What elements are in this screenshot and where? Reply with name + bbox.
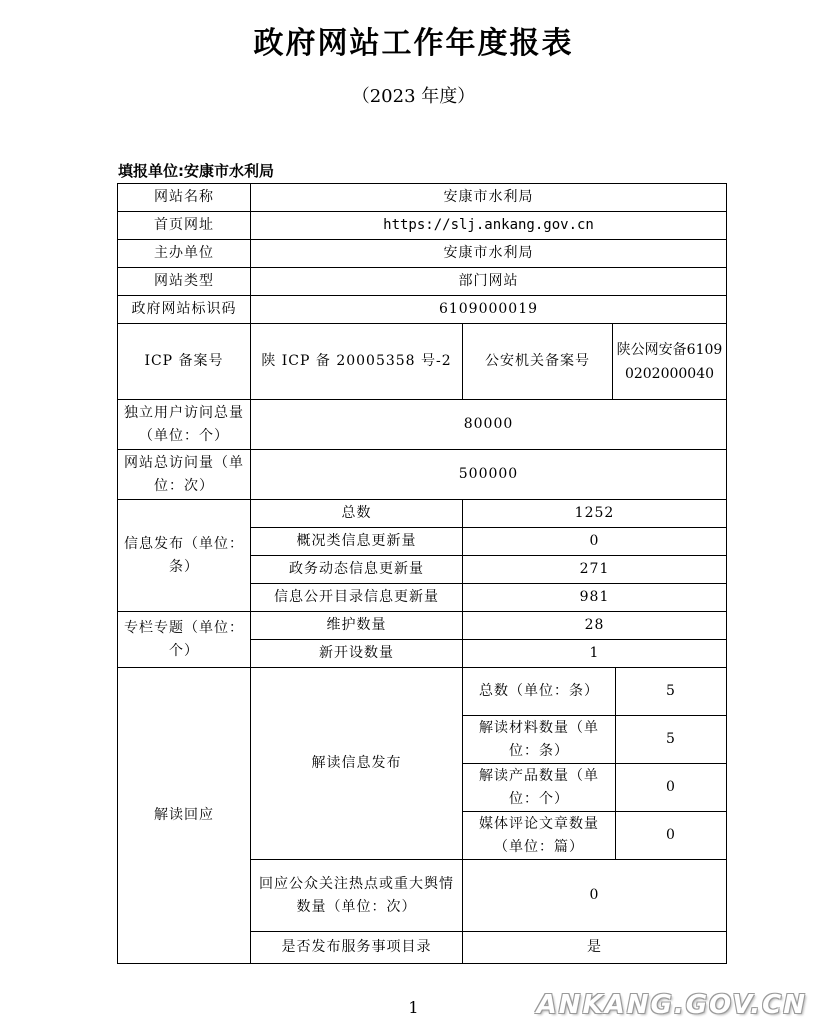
filing-unit: 填报单位:安康市水利局 [118,162,274,180]
icp-label: ICP 备案号 [118,324,251,400]
info-item-value: 0 [463,528,727,556]
info-item-value: 271 [463,556,727,584]
table-row [118,324,727,400]
homepage-label: 首页网址 [118,212,251,240]
table-row [118,268,727,296]
site-id-value: 6109000019 [251,296,727,324]
info-item-label: 概况类信息更新量 [251,528,463,556]
site-id-label: 政府网站标识码 [118,296,251,324]
column-item-label: 新开设数量 [251,640,463,668]
table-row [118,296,727,324]
icp-value: 陕 ICP 备 20005358 号-2 [251,324,463,400]
pv-value: 500000 [251,450,727,500]
table-row [118,240,727,268]
uv-label: 独立用户访问总量（单位：个） [118,400,251,450]
table-row [118,400,727,450]
homepage-url[interactable]: https://slj.ankang.gov.cn [251,212,727,240]
site-watermark: ANKANG.GOV.CN [536,990,807,1020]
column-topic-label: 专栏专题（单位：个） [118,612,251,668]
site-type-label: 网站类型 [118,268,251,296]
interpret-item-value: 0 [616,812,727,860]
report-table [117,183,727,964]
response-value: 0 [463,860,727,932]
report-title: 政府网站工作年度报表 [253,26,574,61]
report-year: （2023 年度） [351,86,476,107]
uv-value: 80000 [251,400,727,450]
response-label: 回应公众关注热点或重大舆情数量（单位：次） [251,860,463,932]
interpret-item-value: 5 [616,716,727,764]
column-item-value: 1 [463,640,727,668]
table-row [118,668,727,716]
page-number: 1 [408,998,419,1017]
site-type-value: 部门网站 [251,268,727,296]
info-item-label: 政务动态信息更新量 [251,556,463,584]
table-row [118,212,727,240]
table-row [118,184,727,212]
host-label: 主办单位 [118,240,251,268]
interpret-item-label: 解读材料数量（单位：条） [463,716,616,764]
pv-label: 网站总访问量（单位：次） [118,450,251,500]
interpret-item-label: 媒体评论文章数量（单位：篇） [463,812,616,860]
police-record-label: 公安机关备案号 [463,324,613,400]
police-record-value: 陕公网安备61090202000040 [613,324,727,400]
interpret-item-value: 5 [616,668,727,716]
service-list-label: 是否发布服务事项目录 [251,932,463,964]
host-value: 安康市水利局 [251,240,727,268]
site-name-value: 安康市水利局 [251,184,727,212]
table-row [118,612,727,640]
info-item-label: 信息公开目录信息更新量 [251,584,463,612]
table-row [118,500,727,528]
table-row [118,450,727,500]
interpret-label: 解读回应 [118,668,251,964]
service-list-value: 是 [463,932,727,964]
interpret-item-value: 0 [616,764,727,812]
info-item-value: 1252 [463,500,727,528]
interpret-publish-label: 解读信息发布 [251,668,463,860]
info-publish-label: 信息发布（单位：条） [118,500,251,612]
interpret-item-label: 总数（单位：条） [463,668,616,716]
info-item-value: 981 [463,584,727,612]
info-item-label: 总数 [251,500,463,528]
interpret-item-label: 解读产品数量（单位：个） [463,764,616,812]
column-item-value: 28 [463,612,727,640]
column-item-label: 维护数量 [251,612,463,640]
site-name-label: 网站名称 [118,184,251,212]
